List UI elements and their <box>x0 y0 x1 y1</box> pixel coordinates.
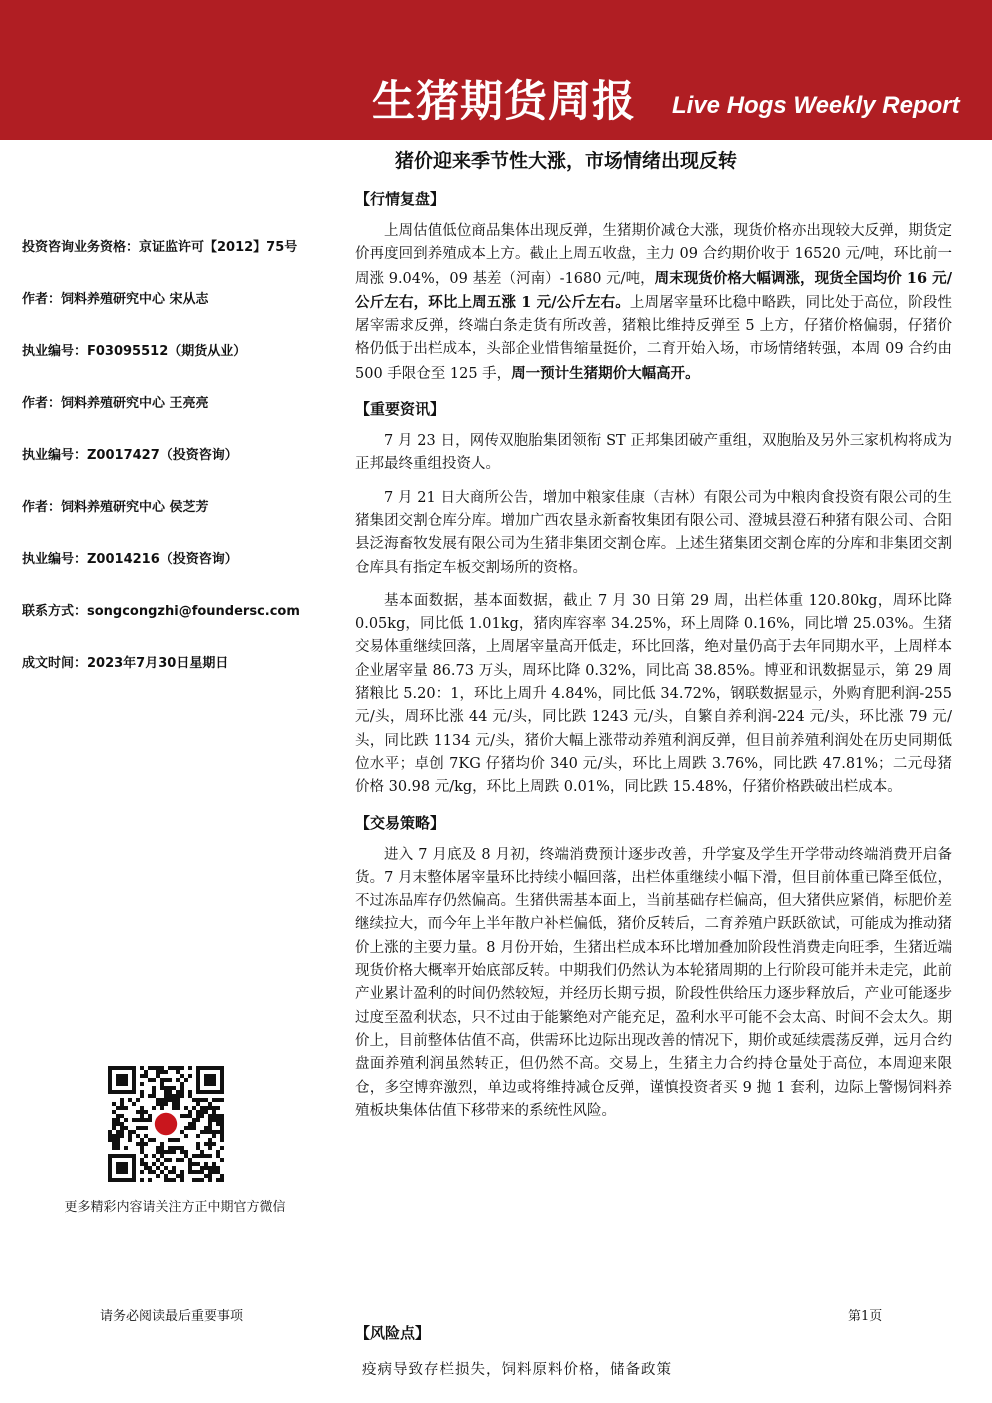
sidebar-author-2: 作者：饲料养殖研究中心 王亮亮 <box>22 396 209 411</box>
market-review-text-c: 上周屠宰量环比稳中略跌，同比处于高位，阶段性屠宰需求反弹，终端白条走货有所改善，猪粮比维持反弹至 5 上方，仔猪价格偏弱，仔猪价格仍低于出栏成本，头部企业惜售缩量挺价，二育开始入场，市场情绪转强，本周 09 合约由 500 手限仓至 125 手， <box>355 294 953 382</box>
footer-notice: 请务必阅读最后重要事项 <box>100 1309 244 1324</box>
sidebar-contact[interactable]: 联系方式：songcongzhi@foundersc.com <box>22 604 300 619</box>
sidebar-date: 成文时间：2023年7月30日星期日 <box>22 656 229 671</box>
wechat-qr-code <box>108 1066 224 1182</box>
market-review-highlight-spot: 周末现货价格大幅调涨，现货全国均价 16 元/公斤左右，环比上周五涨 1 元/公斤左右。 <box>355 269 952 311</box>
sidebar-license-2: 执业编号：Z0017427（投资咨询） <box>22 448 238 463</box>
qr-logo-mark <box>155 1113 177 1135</box>
market-review-highlight-outlook: 周一预计生猪期价大幅高开。 <box>511 364 700 382</box>
news-paragraph-1: 7 月 23 日，网传双胞胎集团领衔 ST 正邦集团破产重组，双胞胎及另外三家机构将成为正邦最终重组投资人。 <box>355 433 952 473</box>
qr-code-icon <box>108 1066 224 1182</box>
section-title-news: 【重要资讯】 <box>355 400 446 419</box>
report-title-en: Live Hogs Weekly Report <box>672 92 960 119</box>
report-title-cn: 生猪期货周报 <box>372 77 636 127</box>
news-paragraph-3: 基本面数据，基本面数据，截止 7 月 30 日第 29 周，出栏体重 120.80kg，周环比降 0.05kg，同比低 1.01kg，猪肉库容率 34.25%，环上周降 0.16%，同比增 25.03%。生猪交易体重继续回落，上周屠宰量高开低走，环比回落，绝对量仍高于去年同期水平，上周样本企业屠宰量 86.73 万头，周环比降 0.32%，同比高 38.85%。博亚和讯数据显示，第 29 周猪粮比 5.20：1，环比上周升 4.84%，同比低 34.72%，钢联数据显示，外购育肥利润-255 元/头，周环比涨 44 元/头，同比跌 1243 元/头，自繁自养利润-224 元/头，环比涨 79 元/头，同比跌 1134 元/头，猪价大幅上涨带动养殖利润反弹，但目前养殖利润处在历史同期低位水平；卓创 7KG 仔猪均价 340 元/头，环比上周跌 3.76%，同比跌 47.81%；二元母猪价格 30.98 元/kg，环比上周跌 0.01%，同比跌 15.48%，仔猪价格跌破出栏成本。 <box>355 592 952 796</box>
news-paragraph-2: 7 月 21 日大商所公告，增加中粮家佳康（吉林）有限公司为中粮肉食投资有限公司的生猪集团交割仓库分库。增加广西农垦永新畜牧集团有限公司、澄城县澄石种猪有限公司、合阳县泛海畜牧发展有限公司为生猪非集团交割仓库。上述生猪集团交割仓库的分库和非集团交割仓库具有指定车板交割场所的资格。 <box>355 489 952 576</box>
section-title-risk: 【风险点】 <box>355 1324 431 1342</box>
market-review-paragraph <box>355 220 952 386</box>
report-banner <box>0 0 992 140</box>
strategy-paragraph: 进入 7 月底及 8 月初，终端消费预计逐步改善，升学宴及学生开学带动终端消费开启备货。7 月末整体屠宰量环比持续小幅回落，出栏体重继续小幅下滑，但目前体重已降至低位，不过冻品库存仍然偏高。生猪供需基本面上，当前基础存栏偏高，但大猪供应紧俏，标肥价差继续拉大，而今年上半年散户补栏偏低，猪价反转后，二育养殖户跃跃欲试，可能成为推动猪价上涨的主要力量。8 月份开始，生猪出栏成本环比增加叠加阶段性消费走向旺季，生猪近端现货价格大概率开始底部反转。中期我们仍然认为本轮猪周期的上行阶段可能并未走完，此前产业累计盈利的时间仍然较短，并经历长期亏损，阶段性供给压力逐步释放后，产业可能逐步过度至盈利状态，只不过由于能繁绝对产能充足，盈利水平可能不会太高、时间不会太久。期价上，目前整体估值不高，供需环比边际出现改善的情况下，期价或延续震荡反弹，远月合约盘面养殖利润虽然转正，但仍然不高。交易上，生猪主力合约持仓量处于高位，本周迎来限仓，多空博弈激烈，单边或将维持减仓反弹，谨慎投资者买 9 抛 1 套利，边际上警惕饲料养殖板块集体估值下移带来的系统性风险。 <box>355 846 952 1119</box>
sidebar-license-3: 执业编号：Z0014216（投资咨询） <box>22 552 238 567</box>
headline: 猪价迎来季节性大涨，市场情绪出现反转 <box>394 150 737 172</box>
section-title-market-review: 【行情复盘】 <box>355 190 446 208</box>
sidebar-author-1: 作者：饲料养殖研究中心 宋从志 <box>22 292 209 307</box>
market-review-text-a: 上周估值低位商品集体出现反弹，生猪期价减仓大涨，现货价格亦出现较大反弹，期货定价再度回到养殖成本上方。截止上周五收盘，主力 09 合约期价收于 16520 元/吨，环比前一周涨 9.04%，09 基差（河南）-1680 元/吨， <box>355 223 952 287</box>
main-content <box>355 186 952 1133</box>
sidebar-license-1: 执业编号：F03095512（期货从业） <box>22 344 247 359</box>
author-sidebar <box>22 238 332 706</box>
page-number: 第1页 <box>848 1309 883 1324</box>
section-title-strategy: 【交易策略】 <box>355 813 446 832</box>
risk-text: 疫病导致存栏损失，饲料原料价格，储备政策 <box>362 1362 672 1378</box>
sidebar-qualification: 投资咨询业务资格：京证监许可【2012】75号 <box>22 240 298 255</box>
sidebar-author-3: 作者：饲料养殖研究中心 侯芝芳 <box>22 500 209 515</box>
qr-caption: 更多精彩内容请关注方正中期官方微信 <box>64 1200 286 1215</box>
